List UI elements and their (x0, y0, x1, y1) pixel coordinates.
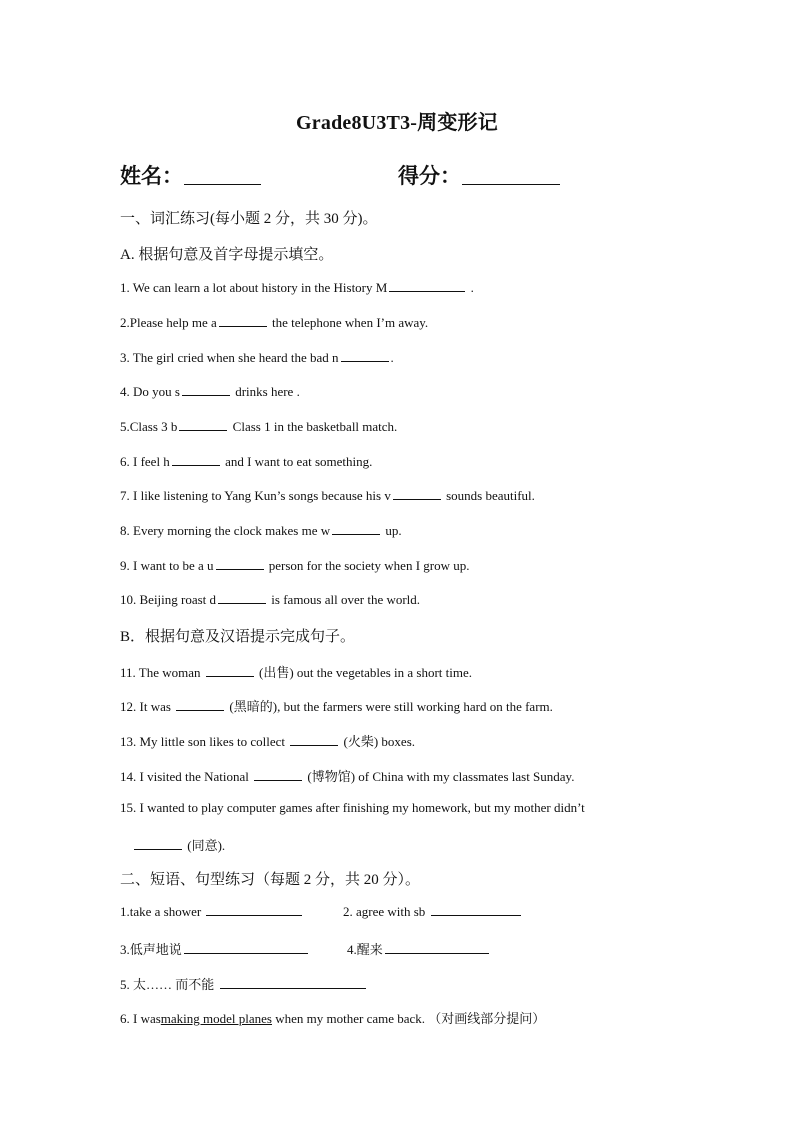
question-15: 15. I wanted to play computer games after finishing my homework, but my mother didn’t (120, 800, 585, 815)
score-label: 得分： (398, 164, 461, 188)
answer-blank[interactable] (393, 488, 441, 500)
question-1: 1. We can learn a lot about history in the History M . (120, 280, 474, 295)
question-6: 6. I feel h and I want to eat something. (120, 454, 373, 469)
question-5: 5.Class 3 b Class 1 in the basketball match. (120, 419, 398, 434)
answer-blank[interactable] (216, 558, 264, 570)
underlined-phrase: making model planes (160, 1011, 272, 1026)
answer-blank[interactable] (431, 904, 521, 916)
answer-blank[interactable] (254, 769, 302, 781)
question-6-sentence: 6. I wasmaking model planes when my mother came back. （对画线部分提问） (120, 1011, 546, 1026)
answer-blank[interactable] (290, 734, 338, 746)
answer-blank[interactable] (220, 977, 366, 989)
part-b-heading: B．根据句意及汉语提示完成句子。 (120, 629, 356, 645)
section-1-heading: 一、词汇练习(每小题 2 分，共 30 分)。 (120, 211, 378, 227)
answer-blank[interactable] (218, 592, 266, 604)
section-2-heading: 二、短语、句型练习（每题 2 分，共 20 分）。 (120, 872, 421, 888)
answer-blank[interactable] (182, 384, 230, 396)
question-2: 2.Please help me a the telephone when I’m away. (120, 315, 429, 330)
question-15-continued: (同意). (132, 835, 225, 854)
name-score-row (120, 160, 680, 190)
question-4: 4. Do you s drinks here . (120, 384, 300, 399)
question-12: 12. It was (黑暗的), but the farmers were still working hard on the farm. (120, 699, 553, 714)
answer-blank[interactable] (134, 838, 182, 850)
answer-blank[interactable] (184, 942, 308, 954)
answer-blank[interactable] (172, 454, 220, 466)
answer-blank[interactable] (176, 699, 224, 711)
question-10: 10. Beijing roast d is famous all over the world. (120, 592, 421, 607)
name-blank[interactable] (184, 184, 261, 185)
answer-blank[interactable] (206, 904, 302, 916)
phrase-5: 5. 太…… 而不能 (120, 974, 368, 993)
score-blank[interactable] (462, 184, 560, 185)
answer-blank[interactable] (332, 523, 380, 535)
question-9: 9. I want to be a u person for the society when I grow up. (120, 558, 470, 573)
answer-blank[interactable] (179, 419, 227, 431)
question-13: 13. My little son likes to collect (火柴) boxes. (120, 734, 416, 749)
answer-blank[interactable] (389, 280, 465, 292)
phrase-2: 2. agree with sb (343, 904, 523, 920)
answer-blank[interactable] (206, 665, 254, 677)
question-7: 7. I like listening to Yang Kun’s songs because his v sounds beautiful. (120, 488, 535, 503)
name-label: 姓名： (120, 164, 183, 188)
question-11: 11. The woman (出售) out the vegetables in a short time. (120, 665, 473, 680)
question-3: 3. The girl cried when she heard the bad n . (120, 350, 394, 365)
part-a-heading: A. 根据句意及首字母提示填空。 (120, 247, 334, 263)
question-14: 14. I visited the National (博物馆) of China with my classmates last Sunday. (120, 769, 575, 784)
phrase-4: 4.醒来 (347, 939, 491, 958)
phrase-1: 1.take a shower (120, 904, 304, 920)
question-8: 8. Every morning the clock makes me w up. (120, 523, 402, 538)
answer-blank[interactable] (341, 350, 389, 362)
answer-blank[interactable] (385, 942, 489, 954)
page-title: Grade8U3T3-周变形记 (296, 112, 498, 134)
answer-blank[interactable] (219, 315, 267, 327)
phrase-3: 3.低声地说 (120, 939, 310, 958)
